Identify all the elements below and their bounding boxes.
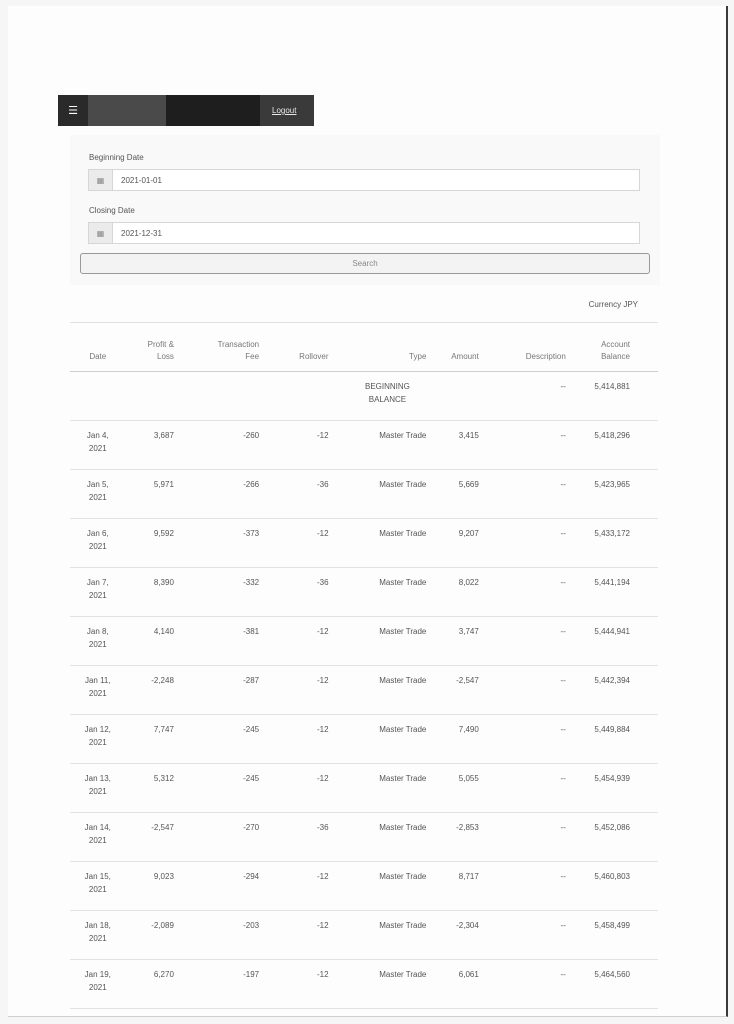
cell-rollover: -12 — [259, 666, 328, 715]
cell-date: Jan 15, 2021 — [70, 862, 126, 911]
cell-transaction-fee: -381 — [174, 617, 259, 666]
cell-date: Jan 5, 2021 — [70, 470, 126, 519]
cell-type: Master Trade — [329, 568, 427, 617]
beginning-description: -- — [479, 372, 566, 421]
cell-transaction-fee: -287 — [174, 666, 259, 715]
cell-rollover: -36 — [259, 813, 328, 862]
cell-rollover: -12 — [259, 617, 328, 666]
cell-date: Jan 8, 2021 — [70, 617, 126, 666]
beginning-date-value: 2021-01-01 — [121, 175, 162, 185]
col-amount: Amount — [426, 323, 478, 372]
cell-amount: 3,747 — [426, 617, 478, 666]
brand-area-redacted — [88, 95, 166, 126]
cell-account-balance: 5,441,194 — [566, 568, 658, 617]
cell-transaction-fee: -294 — [174, 862, 259, 911]
col-transaction-fee: Transaction Fee — [174, 323, 259, 372]
cell-description: -- — [479, 519, 566, 568]
closing-date-value: 2021-12-31 — [121, 228, 162, 238]
table-row — [70, 960, 658, 1009]
cell-amount: 3,415 — [426, 421, 478, 470]
cell-type: Master Trade — [329, 715, 427, 764]
cell-amount: 9,207 — [426, 519, 478, 568]
calendar-icon[interactable]: ▦ — [89, 223, 113, 243]
table-row — [70, 764, 658, 813]
account-area-redacted — [166, 95, 260, 126]
beginning-date-field[interactable] — [88, 169, 640, 191]
calendar-icon[interactable]: ▦ — [89, 170, 113, 190]
cell-account-balance: 5,442,394 — [566, 666, 658, 715]
cell-account-balance: 5,460,803 — [566, 862, 658, 911]
cell-amount: 8,717 — [426, 862, 478, 911]
cell-transaction-fee: -260 — [174, 421, 259, 470]
cell-date: Jan 7, 2021 — [70, 568, 126, 617]
beginning-type: BEGINNING BALANCE — [329, 372, 427, 421]
cell-transaction-fee: -266 — [174, 470, 259, 519]
cell-description: -- — [479, 421, 566, 470]
cell-profit-loss: 9,592 — [126, 519, 174, 568]
cell-transaction-fee: -332 — [174, 568, 259, 617]
cell-transaction-fee: -197 — [174, 960, 259, 1009]
cell-profit-loss: 3,687 — [126, 421, 174, 470]
closing-date-label: Closing Date — [89, 206, 135, 215]
cell-profit-loss: 8,390 — [126, 568, 174, 617]
cell-date: Jan 4, 2021 — [70, 421, 126, 470]
cell-type: Master Trade — [329, 470, 427, 519]
cell-description: -- — [479, 470, 566, 519]
cell-rollover: -12 — [259, 911, 328, 960]
cell-description: -- — [479, 862, 566, 911]
cell-amount: 7,490 — [426, 715, 478, 764]
hamburger-icon[interactable]: ☰ — [58, 95, 88, 126]
cell-profit-loss: 7,747 — [126, 715, 174, 764]
cell-transaction-fee: -270 — [174, 813, 259, 862]
cell-profit-loss: 5,971 — [126, 470, 174, 519]
table-row — [70, 470, 658, 519]
table-row — [70, 666, 658, 715]
table-row — [70, 911, 658, 960]
cell-profit-loss: 4,140 — [126, 617, 174, 666]
cell-description: -- — [479, 960, 566, 1009]
cell-transaction-fee: -245 — [174, 715, 259, 764]
cell-description: -- — [479, 813, 566, 862]
table-row — [70, 715, 658, 764]
cell-profit-loss: 9,023 — [126, 862, 174, 911]
cell-type: Master Trade — [329, 421, 427, 470]
cell-account-balance: 5,418,296 — [566, 421, 658, 470]
cell-description: -- — [479, 764, 566, 813]
table-row — [70, 862, 658, 911]
cell-type: Master Trade — [329, 911, 427, 960]
cell-profit-loss: -2,547 — [126, 813, 174, 862]
col-type: Type — [329, 323, 427, 372]
cell-description: -- — [479, 666, 566, 715]
cell-transaction-fee: -245 — [174, 764, 259, 813]
cell-account-balance: 5,452,086 — [566, 813, 658, 862]
cell-account-balance: 5,423,965 — [566, 470, 658, 519]
cell-date: Jan 13, 2021 — [70, 764, 126, 813]
cell-amount: 5,669 — [426, 470, 478, 519]
cell-type: Master Trade — [329, 617, 427, 666]
beginning-balance-row — [70, 372, 658, 421]
cell-type: Master Trade — [329, 862, 427, 911]
cell-rollover: -36 — [259, 568, 328, 617]
cell-rollover: -12 — [259, 715, 328, 764]
cell-rollover: -12 — [259, 519, 328, 568]
table-row — [70, 568, 658, 617]
cell-description: -- — [479, 568, 566, 617]
cell-type: Master Trade — [329, 764, 427, 813]
cell-profit-loss: 6,270 — [126, 960, 174, 1009]
cell-rollover: -12 — [259, 862, 328, 911]
table-row — [70, 813, 658, 862]
cell-description: -- — [479, 911, 566, 960]
top-navbar — [58, 95, 314, 126]
table-row — [70, 617, 658, 666]
beginning-balance: 5,414,881 — [566, 372, 658, 421]
cell-amount: -2,853 — [426, 813, 478, 862]
table-row — [70, 421, 658, 470]
col-rollover: Rollover — [259, 323, 328, 372]
cell-date: Jan 14, 2021 — [70, 813, 126, 862]
cell-type: Master Trade — [329, 960, 427, 1009]
cell-transaction-fee: -203 — [174, 911, 259, 960]
cell-account-balance: 5,449,884 — [566, 715, 658, 764]
cell-date: Jan 19, 2021 — [70, 960, 126, 1009]
cell-date: Jan 18, 2021 — [70, 911, 126, 960]
cell-rollover: -12 — [259, 764, 328, 813]
cell-date: Jan 6, 2021 — [70, 519, 126, 568]
cell-type: Master Trade — [329, 666, 427, 715]
cell-amount: -2,547 — [426, 666, 478, 715]
col-description: Description — [479, 323, 566, 372]
cell-rollover: -12 — [259, 421, 328, 470]
cell-account-balance: 5,454,939 — [566, 764, 658, 813]
cell-transaction-fee: -373 — [174, 519, 259, 568]
cell-amount: -2,304 — [426, 911, 478, 960]
cell-type: Master Trade — [329, 813, 427, 862]
search-button[interactable]: Search — [80, 253, 650, 274]
cell-description: -- — [479, 617, 566, 666]
cell-profit-loss: -2,248 — [126, 666, 174, 715]
cell-date: Jan 12, 2021 — [70, 715, 126, 764]
cell-account-balance: 5,433,172 — [566, 519, 658, 568]
closing-date-field[interactable] — [88, 222, 640, 244]
cell-profit-loss: 5,312 — [126, 764, 174, 813]
cell-type: Master Trade — [329, 519, 427, 568]
cell-account-balance: 5,458,499 — [566, 911, 658, 960]
col-account-balance: Account Balance — [566, 323, 658, 372]
cell-rollover: -12 — [259, 960, 328, 1009]
cell-profit-loss: -2,089 — [126, 911, 174, 960]
cell-account-balance: 5,464,560 — [566, 960, 658, 1009]
beginning-date-label: Beginning Date — [89, 153, 144, 162]
cell-amount: 5,055 — [426, 764, 478, 813]
table-row — [70, 519, 658, 568]
currency-label: Currency JPY — [588, 300, 638, 309]
logout-link[interactable]: Logout — [272, 106, 297, 115]
cell-date: Jan 11, 2021 — [70, 666, 126, 715]
col-date: Date — [70, 323, 126, 372]
account-statement-table — [70, 322, 658, 1009]
cell-amount: 6,061 — [426, 960, 478, 1009]
cell-rollover: -36 — [259, 470, 328, 519]
col-profit-loss: Profit & Loss — [126, 323, 174, 372]
cell-account-balance: 5,444,941 — [566, 617, 658, 666]
cell-amount: 8,022 — [426, 568, 478, 617]
table-header-row — [70, 323, 658, 372]
cell-description: -- — [479, 715, 566, 764]
